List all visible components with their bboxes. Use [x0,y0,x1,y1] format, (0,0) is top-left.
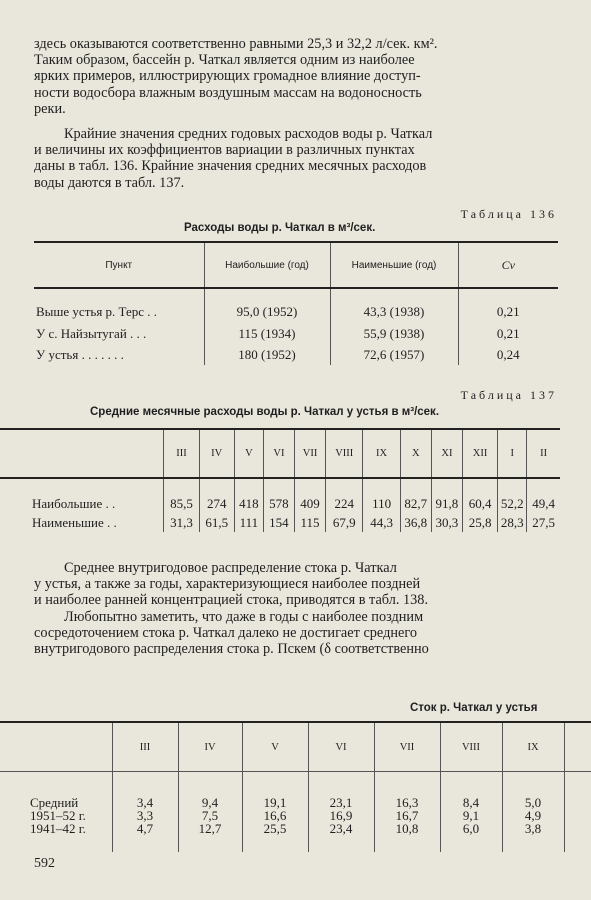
table-138-title: Сток р. Чаткал у устья [410,702,538,714]
table-cell: 9,1 [440,809,502,822]
text-line: реки. [34,100,66,117]
table-cell: 60,4 [462,493,497,514]
table-cell: 27,5 [527,514,560,532]
table-cell: 115 (1934) [204,323,330,345]
text-line: у устья, а также за годы, характеризующиеся наиболее поздней [34,576,421,593]
month-header: V [242,722,308,772]
table-header-row [0,722,591,772]
month-header: VIII [326,429,363,478]
month-header: III [112,722,178,772]
table-row [0,493,560,514]
table-cell: 115 [294,514,325,532]
text-line: внутригодового распределения стока р. Пскем (δ соответственно [34,641,429,658]
table-cell: У с. Найзытугай . . . [36,326,147,341]
page-number: 592 [34,856,55,871]
text-line: ярких примеров, иллюстрирующих громадное влияние доступ- [34,68,421,85]
table-cell: Выше устья р. Терс . . [36,304,158,319]
text-line: Таким образом, бассейн р. Чаткал является одним из наиболее [34,52,415,69]
table-cell: 5,0 [502,796,564,809]
table-cell: 8,4 [440,796,502,809]
month-header: IX [502,722,564,772]
table-header-row [0,429,560,478]
table-cell: 10,8 [374,822,440,852]
paragraph-table-reference [34,126,558,191]
month-header: I [498,429,527,478]
table-cell: 274 [199,493,234,514]
table-cell: 224 [326,493,363,514]
table-header-row [34,242,558,288]
table-cell: 16,9 [308,809,374,822]
table-cell: 110 [363,493,400,514]
table-cell: 3,8 [502,822,564,852]
table-cell: 111 [234,514,263,532]
table-cell: 82,7 [400,493,431,514]
table-cell: 180 (1952) [204,345,330,365]
column-header: Наибольшие (год) [204,242,330,288]
table-cell: 31,3 [164,514,199,532]
text-line: ности водосбора влажным воздушным массам на водоносность [34,84,422,101]
month-header: VII [294,429,325,478]
month-header: VI [263,429,294,478]
month-header: IV [199,429,234,478]
table-cell: 0,21 [458,301,558,323]
table-cell: 91,8 [431,493,462,514]
table-row [34,301,558,323]
table-cell: 85,5 [164,493,199,514]
text-line: Любопытно заметить, что даже в годы с наиболее поздним [64,608,424,625]
month-header: IX [363,429,400,478]
table-cell: 30,3 [431,514,462,532]
paragraph-intro [34,36,558,117]
row-label: Средний [30,795,79,810]
table-137-caption: Таблица 137 [460,388,557,402]
table-row [0,822,591,852]
table-cell: 23,1 [308,796,374,809]
table-cell: 52,2 [498,493,527,514]
table-cell: 43,3 (1938) [330,301,458,323]
table-cell: 25,5 [242,822,308,852]
month-header: V [234,429,263,478]
table-cell: 23,4 [308,822,374,852]
table-cell: У устья . . . . . . . [36,347,124,362]
table-row [34,323,558,345]
text-line: Крайние значения средних годовых расходов воды р. Чаткал [64,126,433,142]
month-header: VII [374,722,440,772]
text-line: здесь оказываются соответственно равными 25,3 и 32,2 л/сек. км². [34,36,438,52]
row-label: 1951–52 г. [30,808,86,823]
table-cell: 6,0 [440,822,502,852]
month-header: VI [308,722,374,772]
column-header: Пункт [34,242,204,288]
month-header: III [164,429,199,478]
table-cell: 67,9 [326,514,363,532]
text-line: и наиболее ранней концентрацией стока, приводятся в табл. 138. [34,592,429,609]
table-cell: 578 [263,493,294,514]
table-cell: 61,5 [199,514,234,532]
table-cell: 418 [234,493,263,514]
table-cell: 16,6 [242,809,308,822]
month-header: X [400,429,431,478]
table-137 [0,428,560,532]
table-cell: 72,6 (1957) [330,345,458,365]
table-cell: 154 [263,514,294,532]
table-cell: 3,4 [112,796,178,809]
table-cell: 9,4 [178,796,242,809]
table-cell: 25,8 [462,514,497,532]
table-row [0,809,591,822]
table-cell: 36,8 [400,514,431,532]
text-line: даны в табл. 136. Крайние значения средних месячных расходов [34,158,427,175]
table-cell: 49,4 [527,493,560,514]
text-line: воды даются в табл. 137. [34,174,185,191]
month-header: XI [431,429,462,478]
table-cell: 409 [294,493,325,514]
table-137-title: Средние месячные расходы воды р. Чаткал у устья в м³/сек. [90,406,440,418]
text-line: сосредоточением стока р. Чаткал далеко не достигает среднего [34,624,418,641]
table-cell: 95,0 (1952) [204,301,330,323]
paragraph-distribution [34,560,558,657]
table-cell: 16,3 [374,796,440,809]
month-header: XII [462,429,497,478]
table-cell: 3,3 [112,809,178,822]
column-header: Наименьшие (год) [330,242,458,288]
row-label: Наименьшие . . [32,515,117,530]
table-cell: 19,1 [242,796,308,809]
table-row [34,345,558,365]
table-row [0,514,560,532]
table-cell: 7,5 [178,809,242,822]
table-136-title: Расходы воды р. Чаткал в м³/сек. [184,222,376,234]
table-cell: 12,7 [178,822,242,852]
table-cell: 16,7 [374,809,440,822]
row-label: 1941–42 г. [30,821,86,836]
table-136-caption: Таблица 136 [460,207,557,221]
text-line: Среднее внутригодовое распределение стока р. Чаткал [64,560,397,576]
table-136 [34,241,558,365]
month-header: VIII [440,722,502,772]
table-cell: 4,7 [112,822,178,852]
month-header: II [527,429,560,478]
row-label: Наибольшие . . [32,495,116,511]
column-header: Cv [458,242,558,288]
table-cell: 55,9 (1938) [330,323,458,345]
table-138 [0,721,591,852]
month-header: IV [178,722,242,772]
text-line: и величины их коэффициентов вариации в различных пунктах [34,142,415,159]
table-cell: 0,24 [458,345,558,365]
table-row [0,796,591,809]
table-cell: 4,9 [502,809,564,822]
table-cell: 28,3 [498,514,527,532]
table-cell: 0,21 [458,323,558,345]
table-cell: 44,3 [363,514,400,532]
